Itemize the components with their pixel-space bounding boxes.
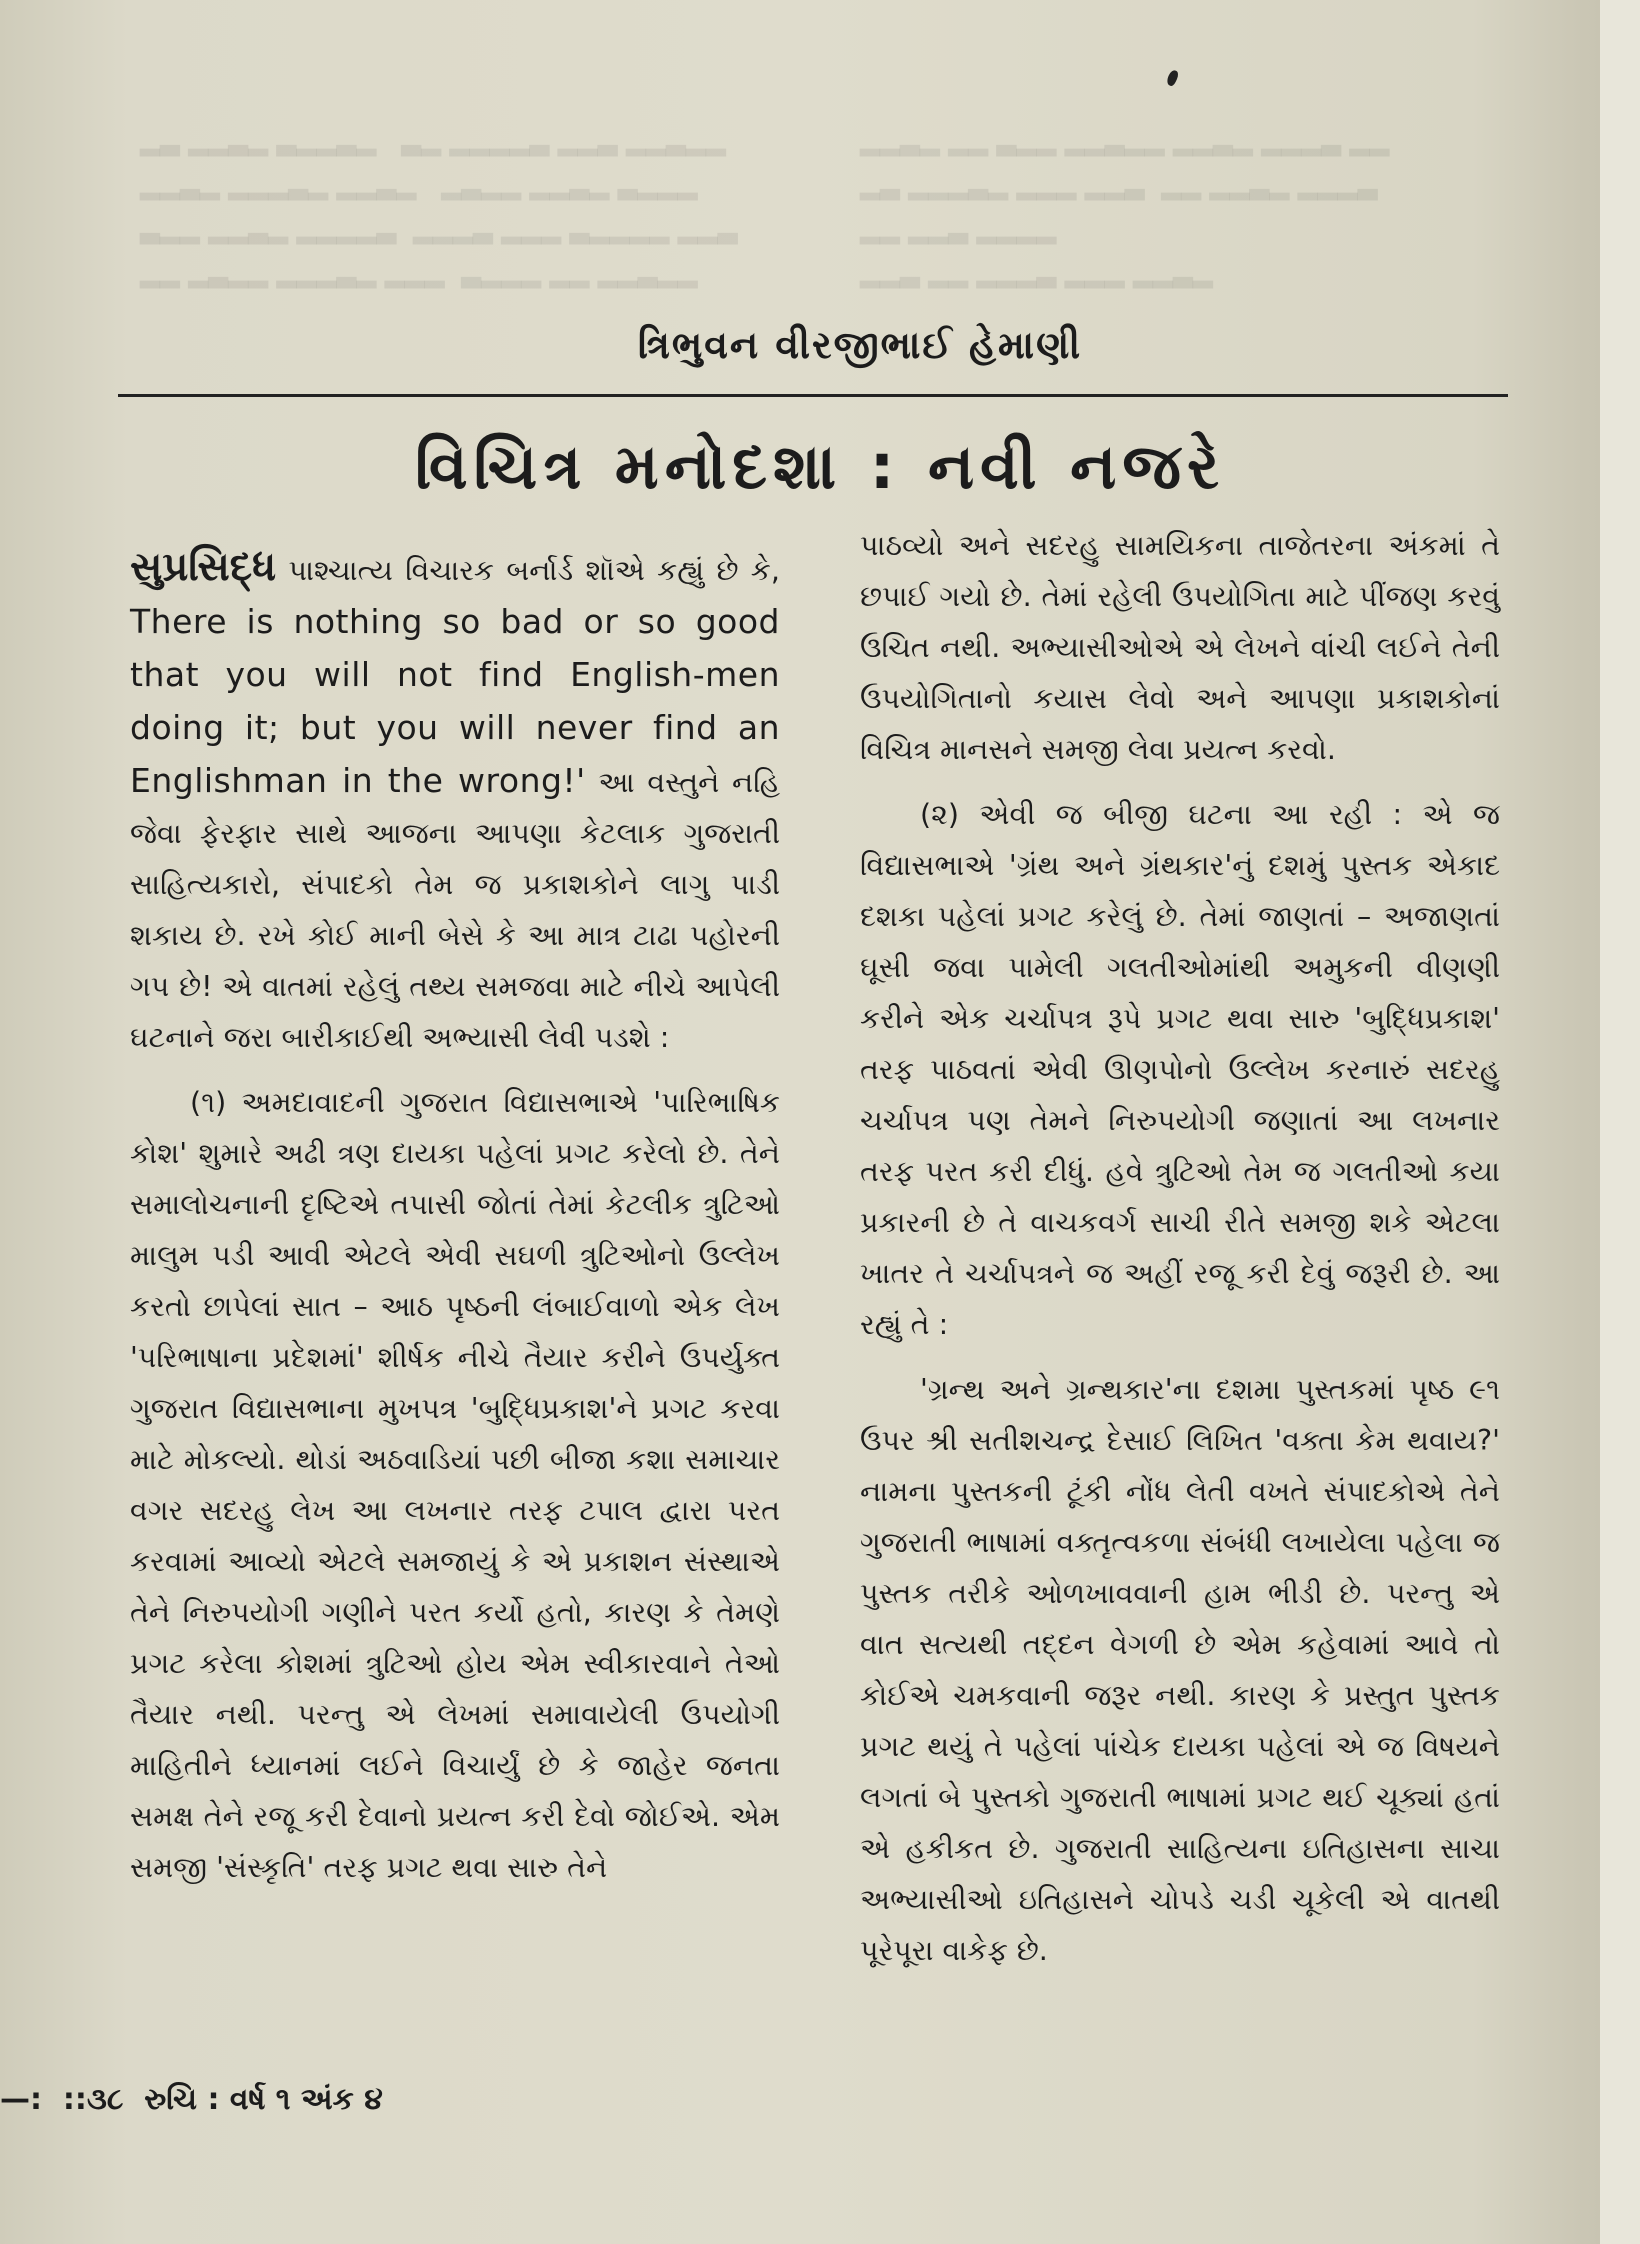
drop-cap-word: સુપ્રસિદ્ધ [130,544,277,590]
article-title: વિચિત્ર મનોદશા : નવી નજરે [414,430,1226,503]
article-author: ત્રિભુવન વીરજીભાઈ હેમાણી [637,322,1083,367]
intro-lead-text: પાશ્ચાત્ય વિચારક બર્નાર્ડ શૉએ કહ્યું છે કે, [276,554,780,587]
right-column [860,520,1500,1976]
english-quote: There is nothing so bad or so good that you will not find English-men doing it; but you will never find an Englishman in the wrong!' [130,602,780,800]
ink-spot [1165,69,1180,87]
bleed-through-text-right: ▂▂▃▂ ▂▂ ▃▂▂ ▂▂▃▂▂ ▂▂▃▂ ▂▂▂▃ ▂▂ ▂▃ ▂▂▂▃▂ ▂▂▂ ▂▂▃ ▂▂ ▂▂▃▂ ▂▂▂▃ ▂▂ ▂▂▃ ▂▂▂▂ ▂▂▃ ▂▂ ▂▂▂▃ ▂▂▂ ▂▂▃▂ [860,127,1390,289]
bleed-through-text-left: ▂▃ ▂▂▃▂ ▃▂▂▃▂ ▃▂ ▂▂▂▂▃ ▂▂▃ ▂▂▃▂▂ ▂▂▃▂ ▂▂▂▃▂ ▂▂▃▂ ▂▃▂▂ ▂▂▃▂ ▃▂▂▂ ▃▂▂ ▂▂▃▂ ▂▂▂▂▃ ▂▂▂▃ ▂▂▂ ▃▂▂▂▂ ▂▂▃ ▂▂ ▂▃▂▂ ▂▂▂▃▂ ▂▂▂ ▃▂▂▂ ▂▂ ▂▂▃▂▂ [140,127,738,289]
scan-edge [1600,0,1640,2244]
continuation-paragraph: પાઠવ્યો અને સદરહુ સામયિકના તાજેતરના અંકમાં તે છપાઈ ગયો છે. તેમાં રહેલી ઉપયોગિતા માટે પીંજણ કરવું ઉચિત નથી. અભ્યાસીઓએ એ લેખને વાંચી લઈને તેની ઉપયોગિતાનો કયાસ લેવો અને આપણા પ્રકાશકોનાં વિચિત્ર માનસને સમજી લેવા પ્રયત્ન કરવો. [860,529,1500,766]
page-footer: —: ::૩૮ રુચિ : વર્ષ ૧ અંક ૪ [0,2082,383,2117]
title-divider [118,394,1508,397]
intro-paragraph [130,542,780,1063]
intro-rest-text: આ વસ્તુને નહિ જેવા ફેરફાર સાથે આજના આપણા કેટલાક ગુજરાતી સાહિત્યકારો, સંપાદકો તેમ જ પ્રકાશકોને લાગુ પાડી શકાય છે. રખે કોઈ માની બેસે કે આ માત્ર ટાઢા પહોરની ગપ છે! એ વાતમાં રહેલું તથ્ય સમજવા માટે નીચે આપેલી ઘટનાને જરા બારીકાઈથી અભ્યાસી લેવી પડશે : [130,766,780,1054]
paragraph-1: (૧) અમદાવાદની ગુજરાત વિદ્યાસભાએ 'પારિભાષિક કોશ' શુમારે અઢી ત્રણ દાયકા પહેલાં પ્રગટ કરેલો છે. તેને સમાલોચનાની દૃષ્ટિએ તપાસી જોતાં તેમાં કેટલીક ત્રુટિઓ માલુમ પડી આવી એટલે એવી સઘળી ત્રુટિઓનો ઉલ્લેખ કરતો છાપેલાં સાત – આઠ પૃષ્ઠની લંબાઈવાળો એક લેખ 'પરિભાષાના પ્રદેશમાં' શીર્ષક નીચે તૈયાર કરીને ઉપર્યુક્ત ગુજરાત વિદ્યાસભાના મુખપત્ર 'બુદ્ધિપ્રકાશ'ને પ્રગટ કરવા માટે મોકલ્યો. થોડાં અઠવાડિયાં પછી બીજા કશા સમાચાર વગર સદરહુ લેખ આ લખનાર તરફ ટપાલ દ્વારા પરત કરવામાં આવ્યો એટલે સમજાયું કે એ પ્રકાશન સંસ્થાએ તેને નિરુપયોગી ગણીને પરત કર્યો હતો, કારણ કે તેમણે પ્રગટ કરેલા કોશમાં ત્રુટિઓ હોય એમ સ્વીકારવાને તેઓ તૈયાર નથી. પરન્તુ એ લેખમાં સમાવાયેલી ઉપયોગી માહિતીને ધ્યાનમાં લઈને વિચાર્યું છે કે જાહેર જનતા સમક્ષ તેને રજૂ કરી દેવાનો પ્રયત્ન કરી દેવો જોઈએ. એમ સમજી 'સંસ્કૃતિ' તરફ પ્રગટ થવા સારુ તેને [130,1086,780,1884]
paragraph-3: 'ગ્રન્થ અને ગ્રન્થકાર'ના દશમા પુસ્તકમાં પૃષ્ઠ ૯૧ ઉપર શ્રી સતીશચન્દ્ર દેસાઈ લિખિત 'વક્તા કેમ થવાય?' નામના પુસ્તકની ટૂંકી નોંધ લેતી વખતે સંપાદકોએ તેને ગુજરાતી ભાષામાં વક્તૃત્વકળા સંબંધી લખાયેલા પહેલા જ પુસ્તક તરીકે ઓળખાવવાની હામ ભીડી છે. પરન્તુ એ વાત સત્યથી તદ્દન વેગળી છે એમ કહેવામાં આવે તો કોઈએ ચમકવાની જરૂર નથી. કારણ કે પ્રસ્તુત પુસ્તક પ્રગટ થયું તે પહેલાં પાંચેક દાયકા પહેલાં એ જ વિષયને લગતાં બે પુસ્તકો ગુજરાતી ભાષામાં પ્રગટ થઈ ચૂક્યાં હતાં એ હકીકત છે. ગુજરાતી સાહિત્યના ઇતિહાસના સાચા અભ્યાસીઓ ઇતિહાસને ચોપડે ચડી ચૂકેલી એ વાતથી પૂરેપૂરા વાકેફ છે. [860,1373,1500,1967]
paragraph-2: (૨) એવી જ બીજી ઘટના આ રહી : એ જ વિદ્યાસભાએ 'ગ્રંથ અને ગ્રંથકાર'નું દશમું પુસ્તક એકાદ દશકા પહેલાં પ્રગટ કરેલું છે. તેમાં જાણતાં – અજાણતાં ઘૂસી જવા પામેલી ગલતીઓમાંથી અમુકની વીણણી કરીને એક ચર્ચાપત્ર રૂપે પ્રગટ થવા સારુ 'બુદ્ધિપ્રકાશ' તરફ પાઠવતાં એવી ઊણપોનો ઉલ્લેખ કરનારું સદરહુ ચર્ચાપત્ર પણ તેમને નિરુપયોગી જણાતાં આ લખનાર તરફ પરત કરી દીધું. હવે ત્રુટિઓ તેમ જ ગલતીઓ કયા પ્રકારની છે તે વાચકવર્ગ સાચી રીતે સમજી શકે એટલા ખાતર તે ચર્ચાપત્રને જ અહીં રજૂ કરી દેવું જરૂરી છે. આ રહ્યું તે : [860,798,1500,1341]
left-column [130,542,780,1893]
